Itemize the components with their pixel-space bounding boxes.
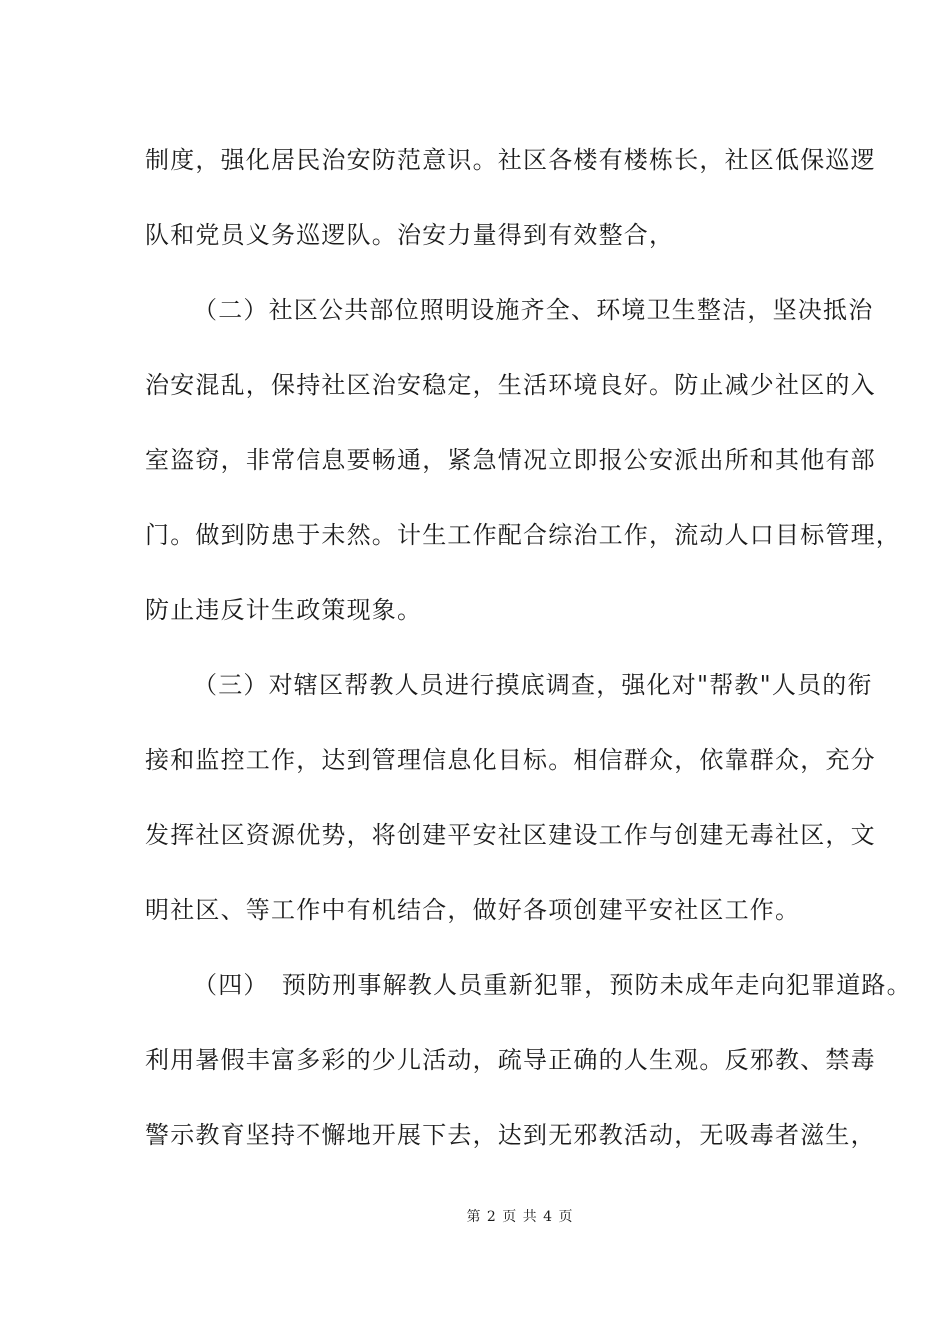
paragraph-start-line: （二）社区公共部位照明设施齐全、环境卫生整洁，坚决抵治	[193, 296, 874, 324]
text-line: 发挥社区资源优势，将创建平安社区建设工作与创建无毒社区，文	[145, 821, 876, 849]
text-line: 防止违反计生政策现象。	[145, 596, 423, 624]
text-line: 队和党员义务巡逻队。治安力量得到有效整合，	[145, 221, 675, 249]
text-line: 制度，强化居民治安防范意识。社区各楼有楼栋长，社区低保巡逻	[145, 146, 876, 174]
paragraph-start-line: （四） 预防刑事解教人员重新犯罪，预防未成年走向犯罪道路。	[193, 971, 912, 999]
text-line: 警示教育坚持不懈地开展下去，达到无邪教活动，无吸毒者滋生，	[145, 1121, 876, 1149]
text-line: 室盗窃，非常信息要畅通，紧急情况立即报公安派出所和其他有部	[145, 446, 876, 474]
text-line: 治安混乱，保持社区治安稳定，生活环境良好。防止减少社区的入	[145, 371, 876, 399]
page-number-footer: 第 2 页 共 4 页	[466, 1209, 574, 1225]
text-line: 明社区、等工作中有机结合，做好各项创建平安社区工作。	[145, 896, 801, 924]
paragraph-start-line: （三）对辖区帮教人员进行摸底调查，强化对"帮教"人员的衔	[193, 671, 873, 699]
text-line: 门。做到防患于未然。计生工作配合综治工作，流动人口目标管理，	[145, 521, 901, 549]
text-line: 接和监控工作，达到管理信息化目标。相信群众，依靠群众，充分	[145, 746, 876, 774]
text-line: 利用暑假丰富多彩的少儿活动，疏导正确的人生观。反邪教、禁毒	[145, 1046, 876, 1074]
